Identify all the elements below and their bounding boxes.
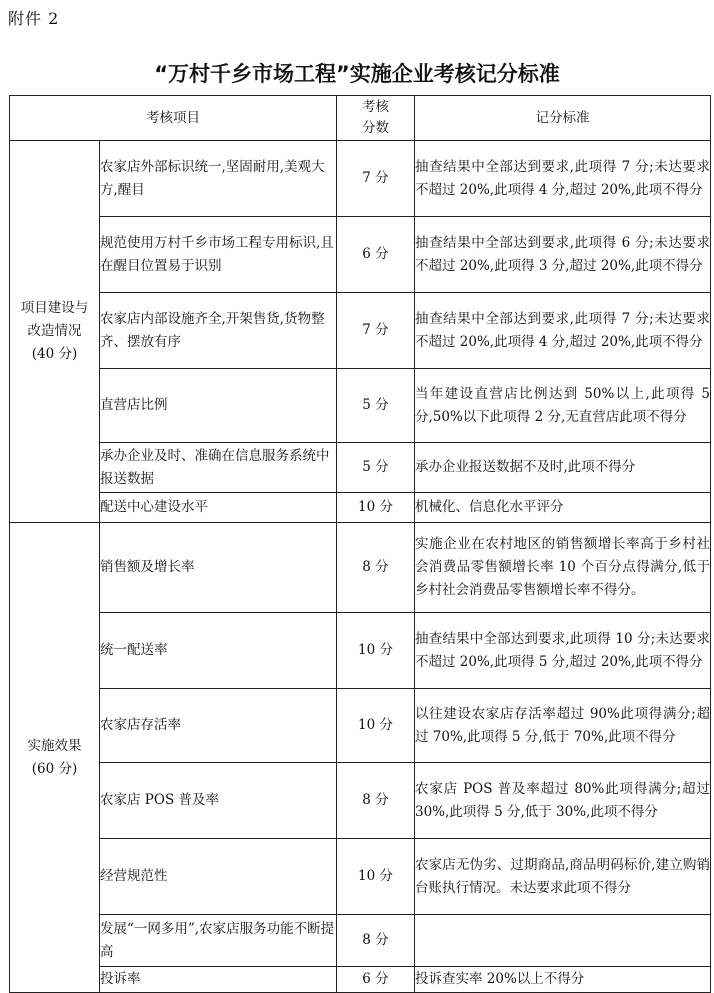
table-row <box>10 493 711 523</box>
item-cell: 农家店存活率 <box>100 689 337 763</box>
criteria-cell: 投诉查实率 20%以上不得分 <box>415 967 711 993</box>
item-cell: 直营店比例 <box>100 369 337 443</box>
header-score <box>337 96 415 141</box>
item-cell: 农家店 POS 普及率 <box>100 763 337 839</box>
item-cell: 农家店外部标识统一,坚固耐用,美观大方,醒目 <box>100 141 337 217</box>
header-item: 考核项目 <box>10 96 337 141</box>
score-cell: 6 分 <box>337 217 415 293</box>
item-cell: 农家店内部设施齐全,开架售货,货物整齐、摆放有序 <box>100 293 337 369</box>
table-row <box>10 293 711 369</box>
score-cell: 10 分 <box>337 839 415 915</box>
table-header-row <box>10 96 711 141</box>
score-cell: 10 分 <box>337 493 415 523</box>
table-row <box>10 443 711 493</box>
item-cell: 投诉率 <box>100 967 337 993</box>
item-cell: 经营规范性 <box>100 839 337 915</box>
criteria-cell: 机械化、信息化水平评分 <box>415 493 711 523</box>
criteria-cell <box>415 915 711 967</box>
score-cell: 7 分 <box>337 141 415 217</box>
criteria-cell: 抽查结果中全部达到要求,此项得 7 分;未达要求不超过 20%,此项得 4 分,超过 20%,此项不得分 <box>415 293 711 369</box>
table-row <box>10 523 711 613</box>
table-row <box>10 763 711 839</box>
criteria-cell: 抽查结果中全部达到要求,此项得 6 分;未达要求不超过 20%,此项得 3 分,超过 20%,此项不得分 <box>415 217 711 293</box>
score-cell: 10 分 <box>337 613 415 689</box>
section-name <box>10 523 100 993</box>
header-score-line: 考核 <box>362 99 389 115</box>
item-cell: 规范使用万村千乡市场工程专用标识,且在醒目位置易于识别 <box>100 217 337 293</box>
document-title: “万村千乡市场工程”实施企业考核记分标准 <box>154 62 560 86</box>
criteria-cell: 农家店无伪劣、过期商品,商品明码标价,建立购销台账执行情况。未达要求此项不得分 <box>415 839 711 915</box>
attachment-label: 附件 2 <box>8 9 60 28</box>
table-row <box>10 689 711 763</box>
score-cell: 5 分 <box>337 369 415 443</box>
table-row <box>10 369 711 443</box>
item-cell: 统一配送率 <box>100 613 337 689</box>
table-row <box>10 141 711 217</box>
score-cell: 7 分 <box>337 293 415 369</box>
item-cell: 承办企业及时、准确在信息服务系统中报送数据 <box>100 443 337 493</box>
item-cell: 销售额及增长率 <box>100 523 337 613</box>
item-cell: 配送中心建设水平 <box>100 493 337 523</box>
table-row <box>10 915 711 967</box>
section-name-line: 实施效果 <box>27 737 82 754</box>
score-cell: 5 分 <box>337 443 415 493</box>
score-cell: 8 分 <box>337 763 415 839</box>
section-name-line: (40 分) <box>31 346 78 362</box>
criteria-cell: 农家店 POS 普及率超过 80%此项得满分;超过 30%,此项得 5 分,低于 30%,此项不得分 <box>415 763 711 839</box>
criteria-cell: 以往建设农家店存活率超过 90%此项得满分;超过 70%,此项得 5 分,低于 70%,此项不得分 <box>415 689 711 763</box>
criteria-cell: 抽查结果中全部达到要求,此项得 7 分;未达要求不超过 20%,此项得 4 分,超过 20%,此项不得分 <box>415 141 711 217</box>
score-cell: 8 分 <box>337 523 415 613</box>
criteria-cell: 承办企业报送数据不及时,此项不得分 <box>415 443 711 493</box>
item-cell: 发展“一网多用”,农家店服务功能不断提高 <box>100 915 337 967</box>
section-name-line: 项目建设与 <box>20 300 89 316</box>
score-cell: 6 分 <box>337 967 415 993</box>
section-name <box>10 141 100 523</box>
table-row <box>10 217 711 293</box>
header-score-line: 分数 <box>362 120 389 136</box>
criteria-cell: 实施企业在农村地区的销售额增长率高于乡村社会消费品零售额增长率 10 个百分点得满分,低于乡村社会消费品零售额增长率不得分。 <box>415 523 711 613</box>
section-name-line: 改造情况 <box>27 323 82 339</box>
score-cell: 8 分 <box>337 915 415 967</box>
header-criteria: 记分标准 <box>415 96 711 141</box>
table-row <box>10 967 711 993</box>
table-row <box>10 613 711 689</box>
criteria-cell: 当年建设直营店比例达到 50%以上,此项得 5 分,50%以下此项得 2 分,无直营店此项不得分 <box>415 369 711 443</box>
score-cell: 10 分 <box>337 689 415 763</box>
scoring-table <box>9 95 711 993</box>
section-name-line: (60 分) <box>31 760 78 777</box>
table-row <box>10 839 711 915</box>
criteria-cell: 抽查结果中全部达到要求,此项得 10 分;未达要求不超过 20%,此项得 5 分,超过 20%,此项不得分 <box>415 613 711 689</box>
